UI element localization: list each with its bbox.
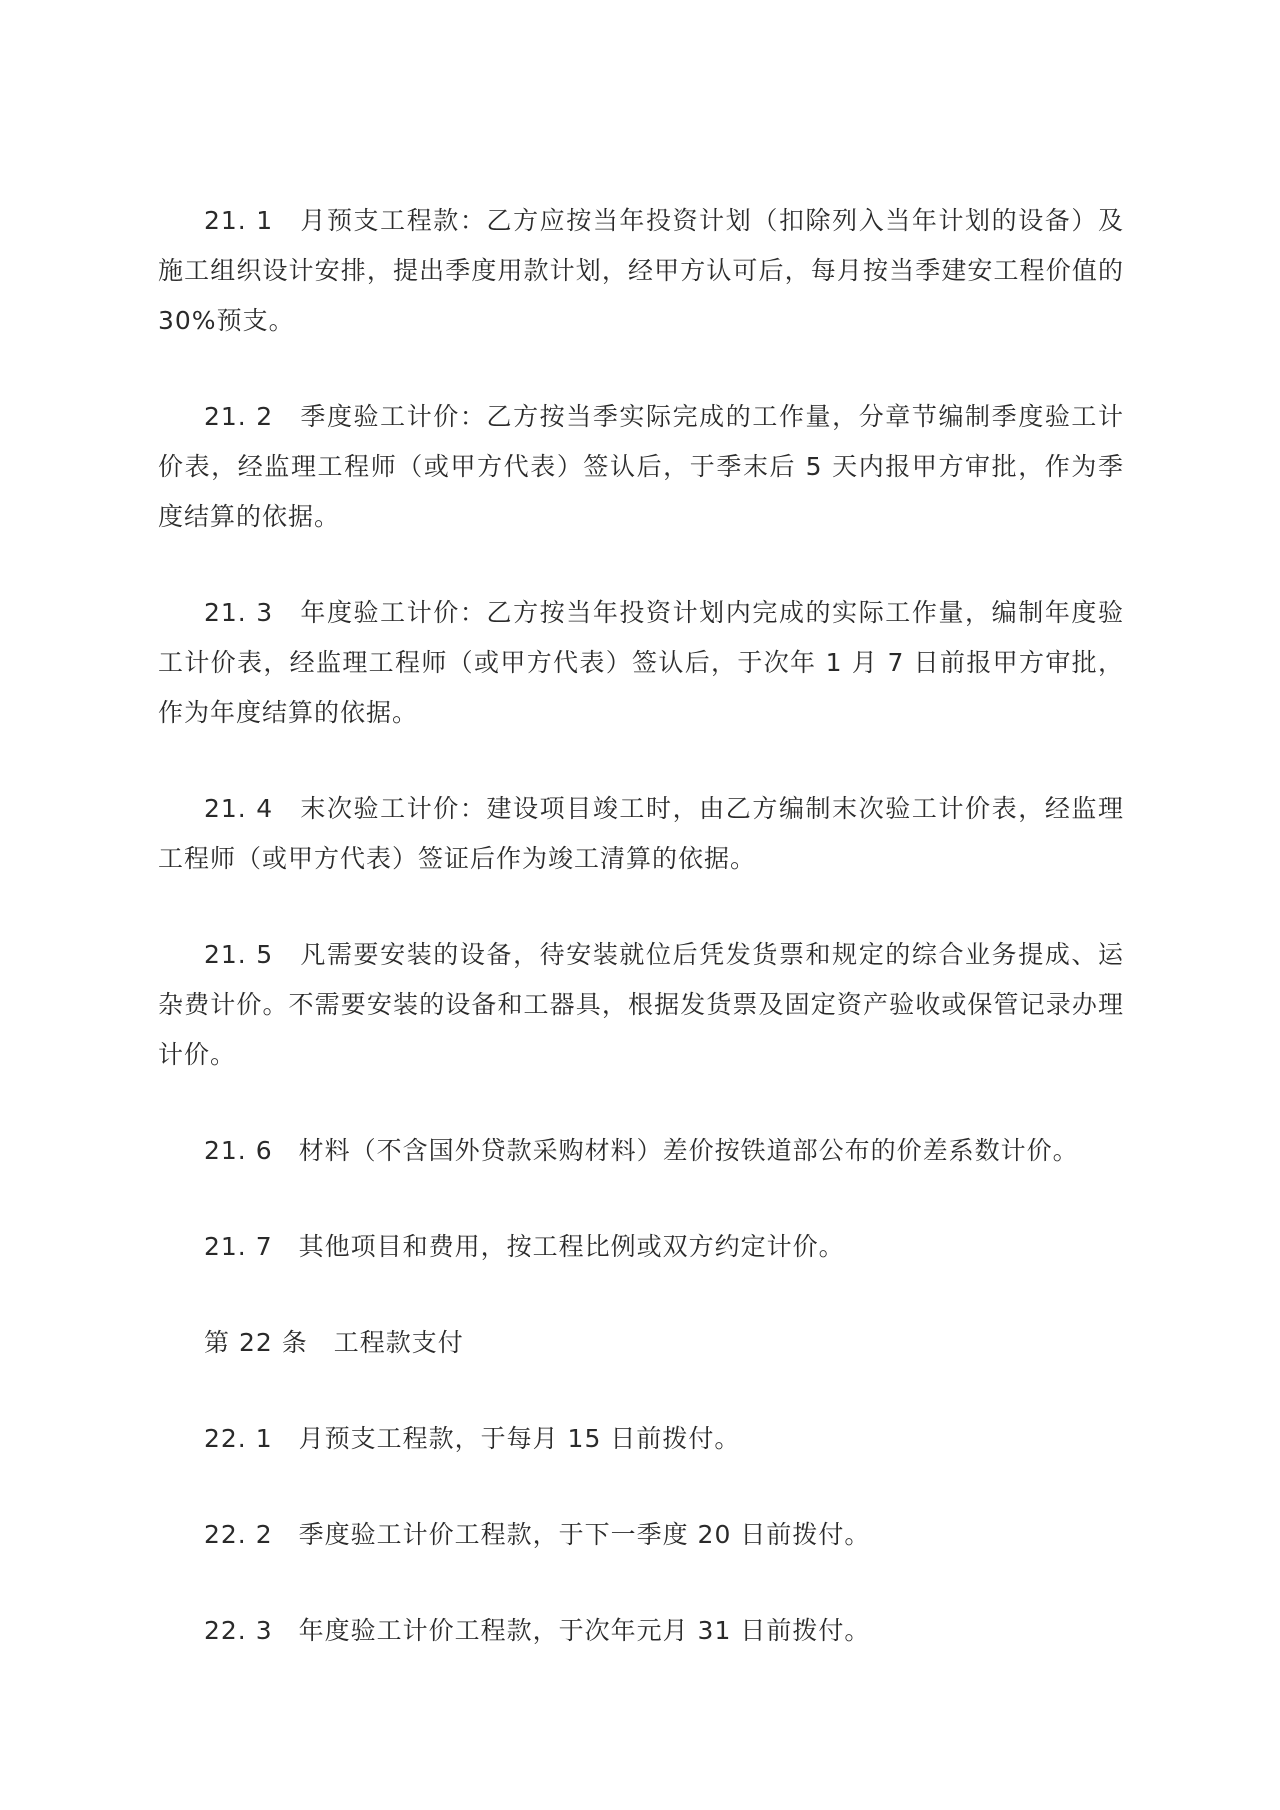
article-22-heading: 第 22 条 工程款支付	[204, 1328, 464, 1357]
document-body	[158, 196, 1124, 1702]
clause-21-1: 21. 1 月预支工程款：乙方应按当年投资计划（扣除列入当年计划的设备）及施工组织设计安排，提出季度用款计划，经甲方认可后，每月按当季建安工程价值的30%预支。	[158, 206, 1124, 335]
clause-21-3: 21. 3 年度验工计价：乙方按当年投资计划内完成的实际工作量，编制年度验工计价表，经监理工程师（或甲方代表）签认后，于次年 1 月 7 日前报甲方审批，作为年度结算的依据。	[158, 598, 1124, 727]
clause-22-3: 22. 3 年度验工计价工程款，于次年元月 31 日前拨付。	[204, 1616, 871, 1645]
clause-21-4: 21. 4 末次验工计价：建设项目竣工时，由乙方编制末次验工计价表，经监理工程师（或甲方代表）签证后作为竣工清算的依据。	[158, 794, 1124, 873]
clause-21-5: 21. 5 凡需要安装的设备，待安装就位后凭发货票和规定的综合业务提成、运杂费计价。不需要安装的设备和工器具，根据发货票及固定资产验收或保管记录办理计价。	[158, 940, 1124, 1069]
clause-21-2: 21. 2 季度验工计价：乙方按当季实际完成的工作量，分章节编制季度验工计价表，经监理工程师（或甲方代表）签认后，于季末后 5 天内报甲方审批，作为季度结算的依据。	[158, 402, 1124, 531]
clause-21-7: 21. 7 其他项目和费用，按工程比例或双方约定计价。	[204, 1232, 845, 1261]
clause-21-6: 21. 6 材料（不含国外贷款采购材料）差价按铁道部公布的价差系数计价。	[204, 1136, 1079, 1165]
clause-22-2: 22. 2 季度验工计价工程款，于下一季度 20 日前拨付。	[204, 1520, 871, 1549]
clause-22-1: 22. 1 月预支工程款，于每月 15 日前拨付。	[204, 1424, 741, 1453]
